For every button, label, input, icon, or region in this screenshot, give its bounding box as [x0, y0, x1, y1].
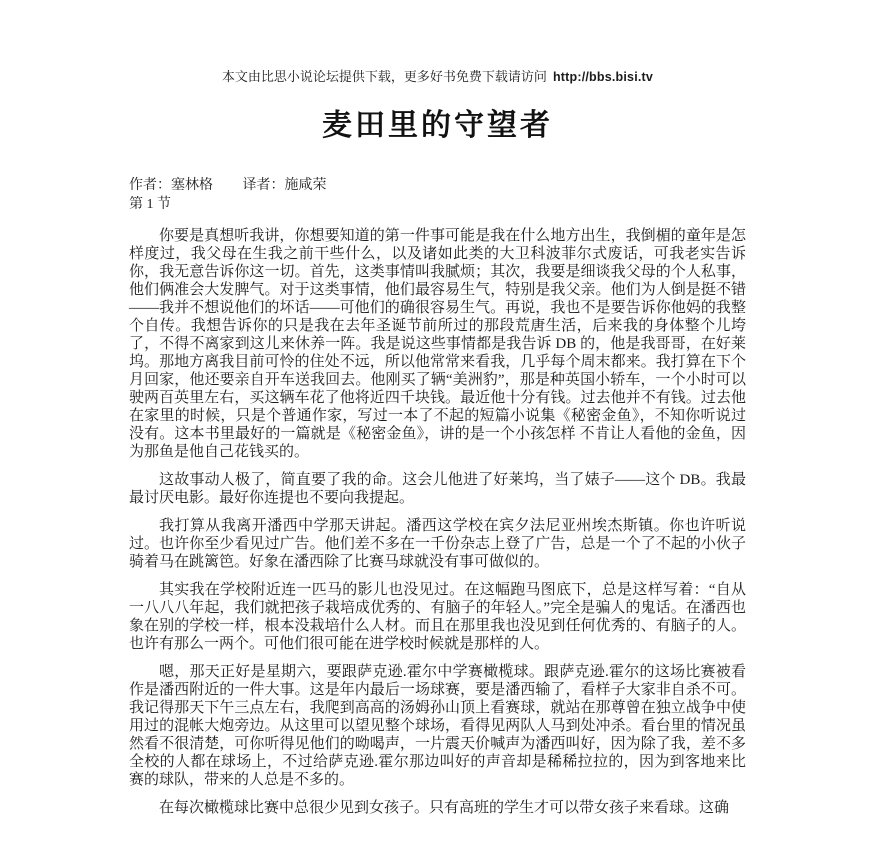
book-meta: [129, 177, 746, 214]
book-title: 麦田里的守望者: [322, 109, 553, 142]
paragraph-1: 你要是真想听我讲，你想要知道的第一件事可能是我在什么地方出生，我倒楣的童年是怎样度过，我父母在生我之前干些什么，以及诸如此类的大卫科波菲尔式废话，可我老实告诉你，我无意告诉你这一切。首先，这类事情叫我腻烦；其次，我要是细谈我父母的个人私事，他们俩准会大发脾气。对于这类事情，他们最容易生气，特别是我父亲。他们为人倒是挺不错——我并不想说他们的坏话——可他们的确很容易生气。再说，我也不是要告诉你他妈的我整个自传。我想告诉你的只是我在去年圣诞节前所过的那段荒唐生活，后来我的身体整个儿垮了，不得不离家到这儿来休养一阵。我是说这些事情都是我告诉 DB 的，他是我哥哥，在好莱坞。那地方离我目前可怜的住处不远，所以他常常来看我，几乎每个周末都来。我打算在下个月回家，他还要亲自开车送我回去。他刚买了辆“美洲豹”，那是种英国小轿车，一个小时可以驶两百英里左右，买这辆车花了他将近四千块钱。最近他十分有钱。过去他并不有钱。过去他在家里的时候，只是个普通作家，写过一本了不起的短篇小说集《秘密金鱼》，不知你听说过没有。这本书里最好的一篇就是《秘密金鱼》，讲的是一个小孩怎样 不肯让人看他的金鱼，因为那鱼是他自己花钱买的。: [129, 228, 746, 460]
paragraph-6: 在每次橄榄球比赛中总很少见到女孩子。只有高班的学生才可以带女孩子来看球。这确: [159, 800, 730, 816]
download-url: http://bbs.bisi.tv: [552, 70, 654, 84]
document-content: [129, 0, 746, 817]
paragraph-2: 这故事动人极了，简直要了我的命。这会儿他进了好莱坞，当了婊子——这个 DB。我最最讨厌电影。最好你连提也不要向我提起。: [129, 472, 746, 506]
chapter-text: [129, 227, 746, 817]
paragraph-4: 其实我在学校附近连一匹马的影儿也没见过。在这幅跑马图底下，总是这样写着：“自从一八八八年起，我们就把孩子栽培成优秀的、有脑子的年轻人。”完全是骗人的鬼话。在潘西也象在别的学校一样，根本没栽培什么人材。而且在那里我也没见到任何优秀的、有脑子的人。也许有那么一两个。可他们很可能在进学校时候就是那样的人。: [129, 582, 746, 652]
download-notice: [129, 68, 746, 86]
byline: [129, 177, 746, 195]
paragraph-3: 我打算从我离开潘西中学那天讲起。潘西这学校在宾夕法尼亚州埃杰斯镇。你也许听说过。也许你至少看见过广告。他们差不多在一千份杂志上登了广告，总是一个了不起的小伙子骑着马在跳篱笆。好象在潘西除了比赛马球就没有事可做似的。: [129, 518, 746, 570]
paragraph-5: 嗯，那天正好是星期六，要跟萨克逊.霍尔中学赛橄榄球。跟萨克逊.霍尔的这场比赛被看作是潘西附近的一件大事。这是年内最后一场球赛，要是潘西输了，看样子大家非自杀不可。我记得那天下午三点左右，我爬到高高的汤姆孙山顶上看赛球，就站在那尊曾在独立战争中使用过的混帐大炮旁边。从这里可以望见整个球场，看得见两队人马到处冲杀。看台里的情况虽然看不很清楚，可你听得见他们的呦喝声，一片震天价喊声为潘西叫好，因为除了我，差不多全校的人都在球场上，不过给萨克逊.霍尔那边叫好的声音却是稀稀拉拉的，因为到客地来比赛的球队，带来的人总是不多的。: [129, 664, 746, 788]
author-label: 作者：塞林格: [129, 178, 213, 193]
section-heading: 第 1 节: [129, 197, 171, 212]
translator-label: 译者：施咸荣: [242, 178, 327, 193]
download-notice-text: 本文由比思小说论坛提供下载，更多好书免费下载请访问: [221, 69, 547, 84]
